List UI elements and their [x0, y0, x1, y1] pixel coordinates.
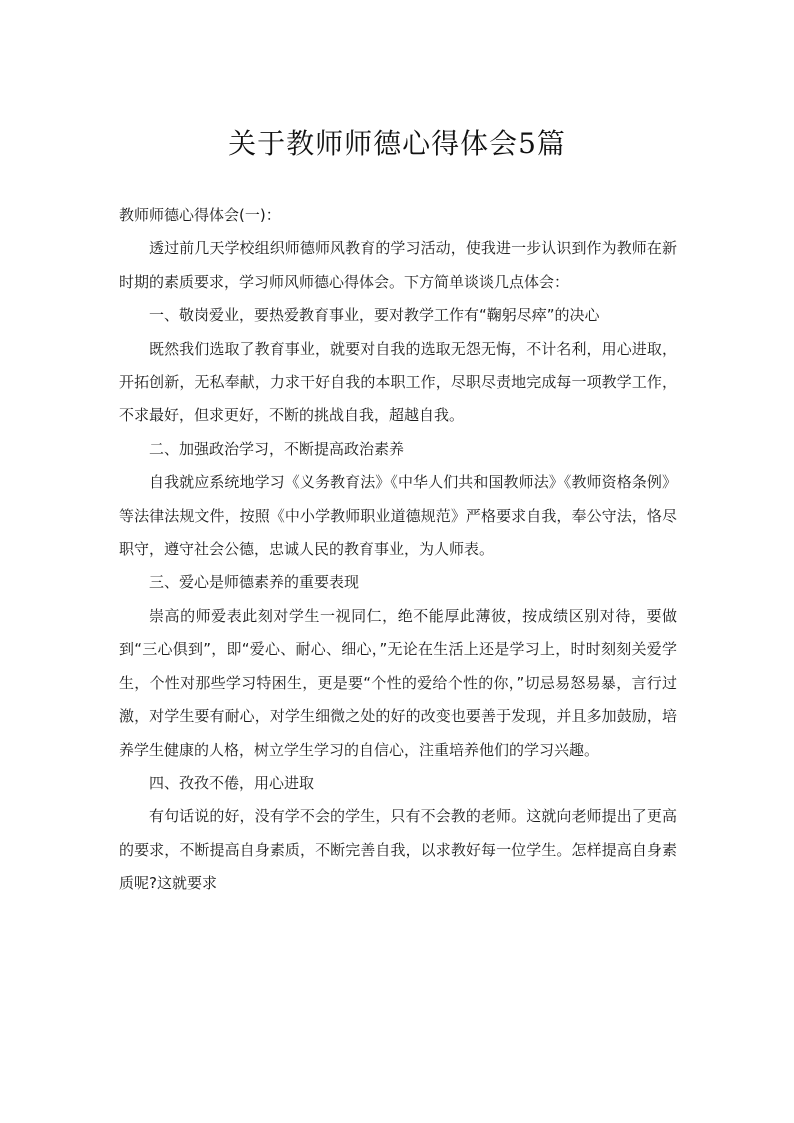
document-body: [119, 199, 677, 901]
section-heading: 教师师德心得体会(一)：: [119, 206, 281, 224]
document-title: 关于教师师德心得体会5篇: [228, 127, 566, 160]
subheading: 二、加强政治学习，不断提高政治素养: [149, 439, 405, 458]
subheading: 一、敬岗爱业，要热爱教育事业，要对教学工作有“鞠躬尽瘁”的决心: [149, 306, 600, 325]
paragraph: 透过前几天学校组织师德师风教育的学习活动，使我进一步认识到作为教师在新时期的素质要求，学习师风师德心得体会。下方简单谈谈几点体会：: [119, 239, 677, 291]
paragraph: 崇高的师爱表此刻对学生一视同仁，绝不能厚此薄彼，按成绩区别对待，要做到“三心俱到”，即“爱心、耐心、细心，”无论在生活上还是学习上，时时刻刻关爱学生，个性对那些学习特困生，更是要“个性的爱给个性的你，”切忌易怒易暴，言行过激，对学生要有耐心，对学生细微之处的好的改变也要善于发现，并且多加鼓励，培养学生健康的人格，树立学生学习的自信心，注重培养他们的学习兴趣。: [119, 606, 677, 759]
subheading: 三、爱心是师德素养的重要表现: [149, 573, 360, 592]
paragraph: 既然我们选取了教育事业，就要对自我的选取无怨无悔，不计名利，用心进取，开拓创新，无私奉献，力求干好自我的本职工作，尽职尽责地完成每一项教学工作，不求最好，但求更好，不断的挑战自我，超越自我。: [119, 339, 677, 425]
paragraph: 自我就应系统地学习《义务教育法》《中华人们共和国教师法》《教师资格条例》等法律法规文件，按照《中小学教师职业道德规范》严格要求自我，奉公守法，恪尽职守，遵守社会公德，忠诚人民的教育事业，为人师表。: [119, 473, 677, 559]
subheading: 四、孜孜不倦，用心进取: [149, 773, 315, 792]
paragraph: 有句话说的好，没有学不会的学生，只有不会教的老师。这就向老师提出了更高的要求，不断提高自身素质，不断完善自我，以求教好每一位学生。怎样提高自身素质呢?这就要求: [119, 807, 677, 893]
